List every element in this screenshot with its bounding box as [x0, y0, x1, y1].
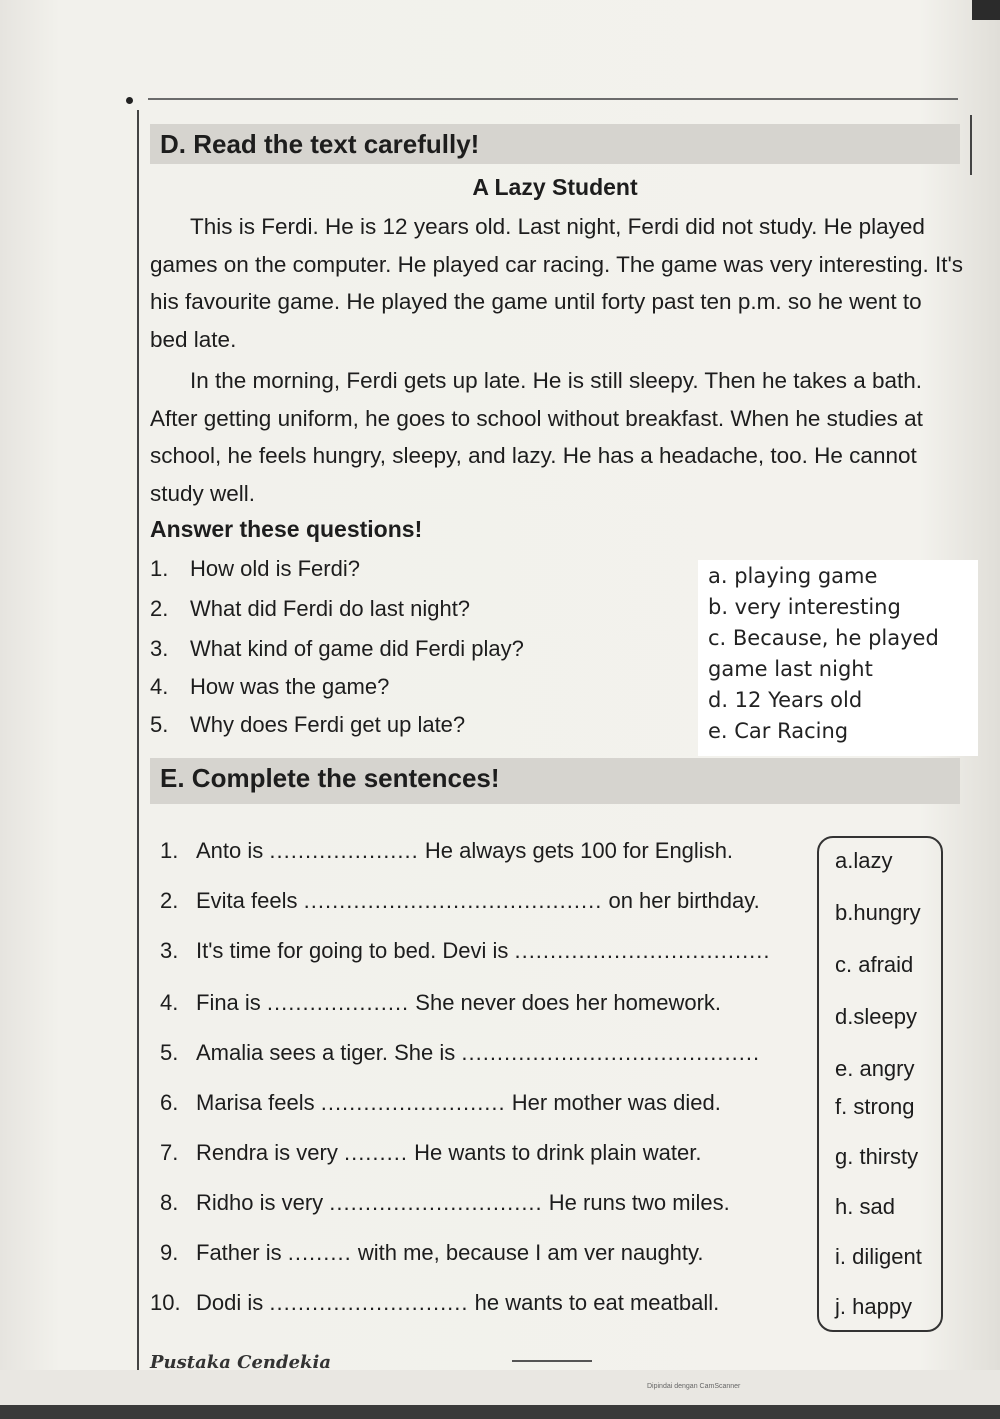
- question-number: 3.: [150, 636, 169, 661]
- question-item: [150, 712, 465, 738]
- bottom-dark-strip: [0, 1405, 1000, 1419]
- sentence-item: [160, 1190, 730, 1216]
- question-item: [150, 596, 470, 622]
- sentence-start: Marisa feels: [196, 1090, 315, 1115]
- sentence-start: Amalia sees a tiger. She is: [196, 1040, 456, 1065]
- sentence-end: She never does her homework.: [415, 990, 722, 1015]
- sentence-item: [160, 888, 760, 914]
- word-bank-item: h. sad: [835, 1194, 895, 1219]
- story-paragraph-1: This is Ferdi. He is 12 years old. Last night, Ferdi did not study. He played games on the computer. He played car racing. The game was very interesting. It's his favourite game. He played the game until forty past ten p.m. so he went to bed late.: [150, 214, 964, 352]
- blank-line: ..........................: [320, 1090, 506, 1115]
- question-text: What kind of game did Ferdi play?: [190, 636, 524, 661]
- question-number: 4.: [150, 674, 169, 699]
- sentence-item: [160, 1040, 760, 1066]
- question-text: How was the game?: [190, 674, 390, 699]
- blank-line: ............................: [269, 1290, 469, 1315]
- sentence-number: 1.: [160, 838, 179, 863]
- sentence-start: Fina is: [196, 990, 261, 1015]
- sentence-number: 4.: [160, 990, 179, 1015]
- question-item: [150, 556, 360, 582]
- blank-line: ....................................: [514, 938, 771, 963]
- blank-line: .........: [343, 1140, 408, 1165]
- right-margin-rule: [970, 115, 972, 175]
- answer-option: c. Because, he played: [708, 626, 939, 650]
- sentence-number: 5.: [160, 1040, 179, 1065]
- left-margin-rule: [137, 110, 139, 1370]
- sentence-number: 8.: [160, 1190, 179, 1215]
- sentence-end: Her mother was died.: [511, 1090, 721, 1115]
- question-item: [150, 674, 389, 700]
- answer-option-continued: game last night: [708, 657, 873, 681]
- word-bank-item: g. thirsty: [835, 1144, 919, 1169]
- sentence-start: Rendra is very: [196, 1140, 338, 1165]
- sentence-item: [160, 1240, 704, 1266]
- blank-line: ..........................................: [461, 1040, 761, 1065]
- sentence-item: [150, 1290, 719, 1316]
- sentence-end: He always gets 100 for English.: [424, 838, 734, 863]
- sentence-end: He runs two miles.: [548, 1190, 730, 1215]
- sentence-end: he wants to eat meatball.: [474, 1290, 720, 1315]
- answer-option: b. very interesting: [708, 595, 901, 619]
- questions-heading: Answer these questions!: [150, 516, 423, 542]
- word-bank-item: e. angry: [835, 1056, 915, 1081]
- word-bank-item: a.lazy: [835, 848, 893, 873]
- sentence-number: 10.: [150, 1290, 181, 1315]
- sentence-number: 3.: [160, 938, 179, 963]
- sentence-start: Dodi is: [196, 1290, 264, 1315]
- story-paragraph-2: In the morning, Ferdi gets up late. He is still sleepy. Then he takes a bath. After getting uniform, he goes to school without breakfast. When he studies at school, he feels hungry, sleepy, and lazy. He has a headache, too. He cannot study well.: [150, 368, 923, 506]
- answer-option: a. playing game: [708, 564, 878, 588]
- sentence-number: 2.: [160, 888, 179, 913]
- sentence-start: Anto is: [196, 838, 264, 863]
- sentence-start: Ridho is very: [196, 1190, 324, 1215]
- section-e-heading: E. Complete the sentences!: [150, 758, 960, 804]
- sentence-item: [160, 1090, 721, 1116]
- word-bank-box: [817, 836, 943, 1332]
- word-bank-item: i. diligent: [835, 1244, 922, 1269]
- answer-option: e. Car Racing: [708, 719, 849, 743]
- word-bank-item: b.hungry: [835, 900, 921, 925]
- word-bank-item: d.sleepy: [835, 1004, 917, 1029]
- sentence-number: 9.: [160, 1240, 179, 1265]
- question-text: How old is Ferdi?: [190, 556, 360, 581]
- sentence-end: He wants to drink plain water.: [414, 1140, 702, 1165]
- answer-options-box: [698, 560, 978, 756]
- question-number: 1.: [150, 556, 169, 581]
- blank-line: .....................: [269, 838, 419, 863]
- sentence-start: Evita feels: [196, 888, 298, 913]
- sentence-number: 7.: [160, 1140, 179, 1165]
- word-bank-item: c. afraid: [835, 952, 914, 977]
- footer-divider: [512, 1360, 592, 1362]
- question-text: What did Ferdi do last night?: [190, 596, 471, 621]
- question-number: 2.: [150, 596, 169, 621]
- blank-line: .........: [287, 1240, 352, 1265]
- margin-dot: [126, 97, 133, 104]
- sentence-item: [160, 990, 721, 1016]
- scan-watermark-note: Dipindai dengan CamScanner: [647, 1383, 741, 1390]
- sentence-item: [160, 938, 771, 964]
- question-text: Why does Ferdi get up late?: [190, 712, 466, 737]
- sentence-item: [160, 1140, 701, 1166]
- sentence-item: [160, 838, 733, 864]
- blank-line: ....................: [266, 990, 410, 1015]
- question-number: 5.: [150, 712, 169, 737]
- section-d-heading: D. Read the text carefully!: [150, 124, 960, 164]
- blank-line: ..............................: [329, 1190, 543, 1215]
- scan-corner: [972, 0, 1000, 20]
- word-bank-item: j. happy: [835, 1294, 913, 1319]
- sentence-end: on her birthday.: [608, 888, 760, 913]
- answer-option: d. 12 Years old: [708, 688, 863, 712]
- sentence-number: 6.: [160, 1090, 179, 1115]
- blank-line: ..........................................: [303, 888, 603, 913]
- story-title: A Lazy Student: [472, 174, 638, 200]
- sentence-start: It's time for going to bed. Devi is: [196, 938, 509, 963]
- question-item: [150, 636, 524, 662]
- sentence-start: Father is: [196, 1240, 282, 1265]
- word-bank-item: f. strong: [835, 1094, 915, 1119]
- sentence-end: with me, because I am ver naughty.: [357, 1240, 704, 1265]
- publisher-name: Pustaka Cendekia: [150, 1352, 332, 1373]
- top-divider: [148, 98, 958, 100]
